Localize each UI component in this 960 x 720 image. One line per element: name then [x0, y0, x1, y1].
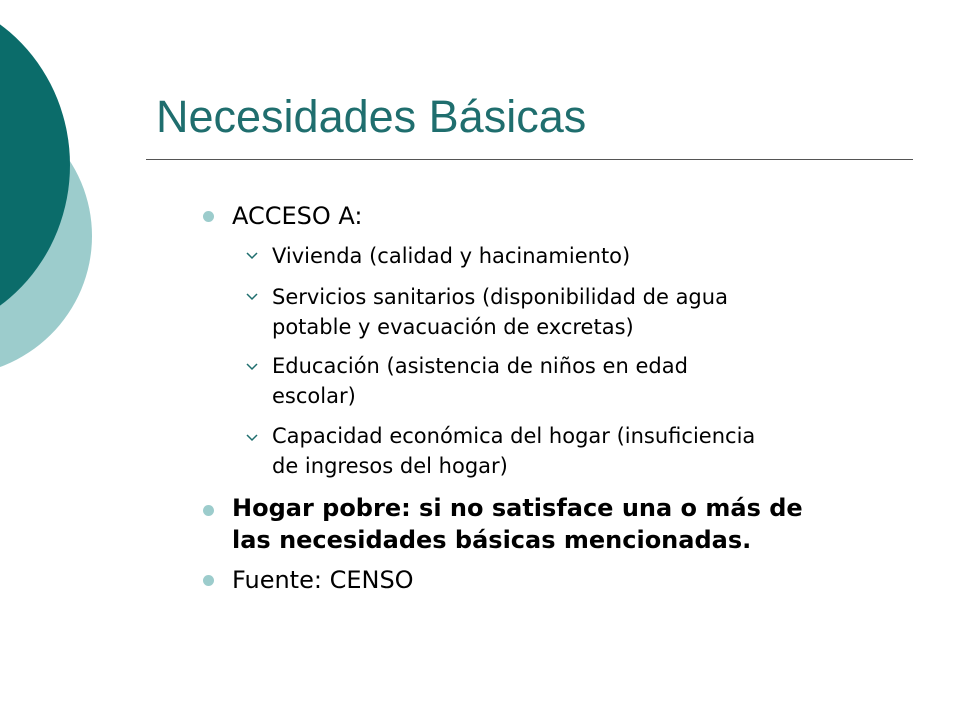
- dot-bullet-icon: [203, 575, 214, 586]
- dot-bullet-icon: [203, 505, 214, 516]
- sub-bullet-servicios-line2: potable y evacuación de excretas): [272, 315, 634, 339]
- chevron-bullet-icon: [246, 251, 258, 261]
- dot-bullet-icon: [203, 211, 214, 222]
- bullet-fuente: Fuente: CENSO: [232, 566, 414, 594]
- sub-bullet-servicios-line1: Servicios sanitarios (disponibilidad de agua: [272, 285, 728, 309]
- sub-bullet-educacion-line1: Educación (asistencia de niños en edad: [272, 354, 688, 378]
- title-divider: [146, 159, 913, 160]
- decorative-circles: [0, 0, 140, 400]
- sub-bullet-capacidad-line2: de ingresos del hogar): [272, 454, 508, 478]
- sub-bullet-vivienda: Vivienda (calidad y hacinamiento): [272, 244, 631, 268]
- slide-title: Necesidades Básicas: [156, 91, 587, 142]
- sub-bullet-educacion-line2: escolar): [272, 384, 356, 408]
- chevron-bullet-icon: [246, 362, 258, 372]
- chevron-bullet-icon: [246, 292, 258, 302]
- bullet-acceso: ACCESO A:: [232, 202, 363, 230]
- sub-bullet-capacidad-line1: Capacidad económica del hogar (insuficiencia: [272, 424, 756, 448]
- chevron-bullet-icon: [246, 433, 258, 443]
- bullet-hogar-pobre-line2: las necesidades básicas mencionadas.: [232, 526, 752, 554]
- bullet-hogar-pobre-line1: Hogar pobre: si no satisface una o más de: [232, 494, 803, 522]
